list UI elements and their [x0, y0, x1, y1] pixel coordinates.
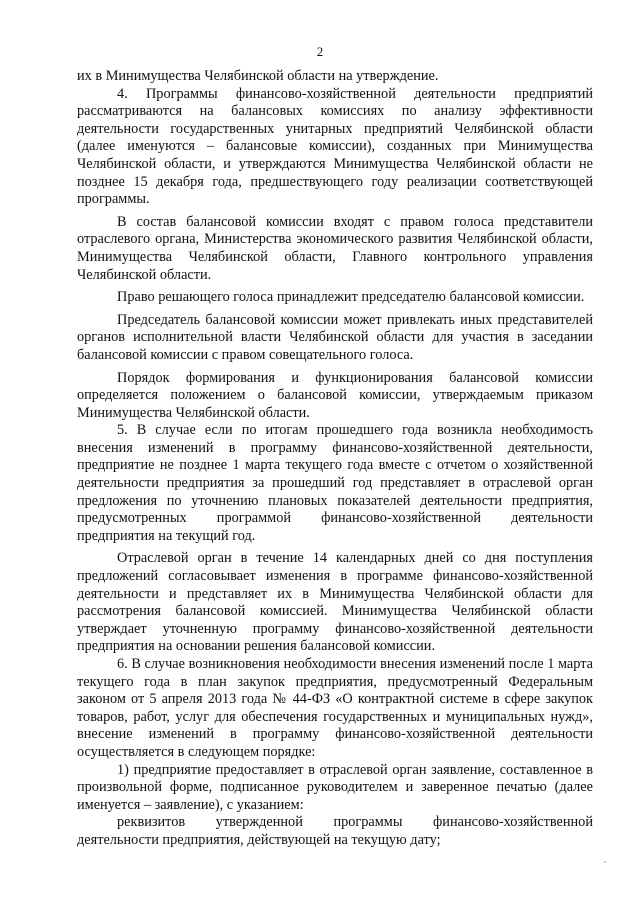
list-item-word: финансово-хозяйственной: [433, 814, 593, 831]
scan-speck: [604, 861, 606, 863]
paragraph-subitem-1: 1) предприятие предоставляет в отраслевой орган заявление, составленное в произвольной форме, подписанное руководителем и заверенное печатью (далее именуется – заявление), с указанием:: [77, 761, 593, 813]
paragraph-industry-body: Отраслевой орган в течение 14 календарных дней со дня поступления предложений согласовывает изменения в программе финансово-хозяйственной деятельности и представляет их в Минимущества Челябинской области для рассмотрения балансовой комиссией. Минимущества Челябинской области утверждает уточненную программу финансово-хозяйственной деятельности предприятия на основании решения балансовой комиссии.: [77, 550, 593, 655]
paragraph-deciding-vote: Право решающего голоса принадлежит председателю балансовой комиссии.: [117, 289, 585, 306]
list-item-word: утвержденной: [215, 814, 303, 831]
paragraph-item-6: 6. В случае возникновения необходимости внесения изменений после 1 марта текущего года в план закупок предприятия, предусмотренный Федеральным законом от 5 апреля 2013 года № 44-ФЗ «О контрактной системе в сфере закупок товаров, работ, услуг для обеспечения государственных и муниципальных нужд», внесение изменений в программу финансово-хозяйственной деятельности осуществляется в следующем порядке:: [77, 656, 593, 760]
paragraph-item-5: 5. В случае если по итогам прошедшего года возникла необходимость внесения изменений в программу финансово-хозяйственной деятельности, предприятие не позднее 1 марта текущего года вместе с отчетом о хозяйственной деятельности предприятия за прошедший год представляет в отраслевой орган предложения по уточнению плановых показателей деятельности предприятия, предусмотренных программой финансово-хозяйственной деятельности предприятия на текущий год.: [77, 422, 593, 544]
paragraph-chairman: Председатель балансовой комиссии может привлекать иных представителей органов исполнительной власти Челябинской области для участия в заседании балансовой комиссии с правом совещательного голоса.: [77, 311, 593, 363]
document-body: [77, 68, 593, 850]
list-item-word: реквизитов: [117, 814, 186, 831]
paragraph-commission-members: В состав балансовой комиссии входят с правом голоса представители отраслевого органа, Министерства экономического развития Челябинской области, Минимущества Челябинской области, Главного контрольного управления Челябинской области.: [77, 213, 593, 283]
paragraph-item-4: 4. Программы финансово-хозяйственной деятельности предприятий рассматриваются на балансовых комиссиях по анализу эффективности деятельности государственных унитарных предприятий Челябинской области (далее именуются – балансовые комиссии), созданных при Минимущества Челябинской области, и утверждаются Минимущества Челябинской области не позднее 15 декабря года, предшествующего году реализации соответствующей программы.: [77, 85, 593, 208]
page-number: 2: [316, 44, 324, 59]
paragraph-continuation: их в Минимущества Челябинской области на утверждение.: [77, 68, 439, 84]
list-item-requisites: [77, 814, 593, 832]
list-item-word: программы: [333, 814, 403, 831]
paragraph-commission-procedure: Порядок формирования и функционирования балансовой комиссии определяется положением о балансовой комиссии, утверждаемым приказом Минимущества Челябинской области.: [77, 369, 593, 421]
list-item-continuation: деятельности предприятия, действующей на текущую дату;: [77, 831, 441, 848]
